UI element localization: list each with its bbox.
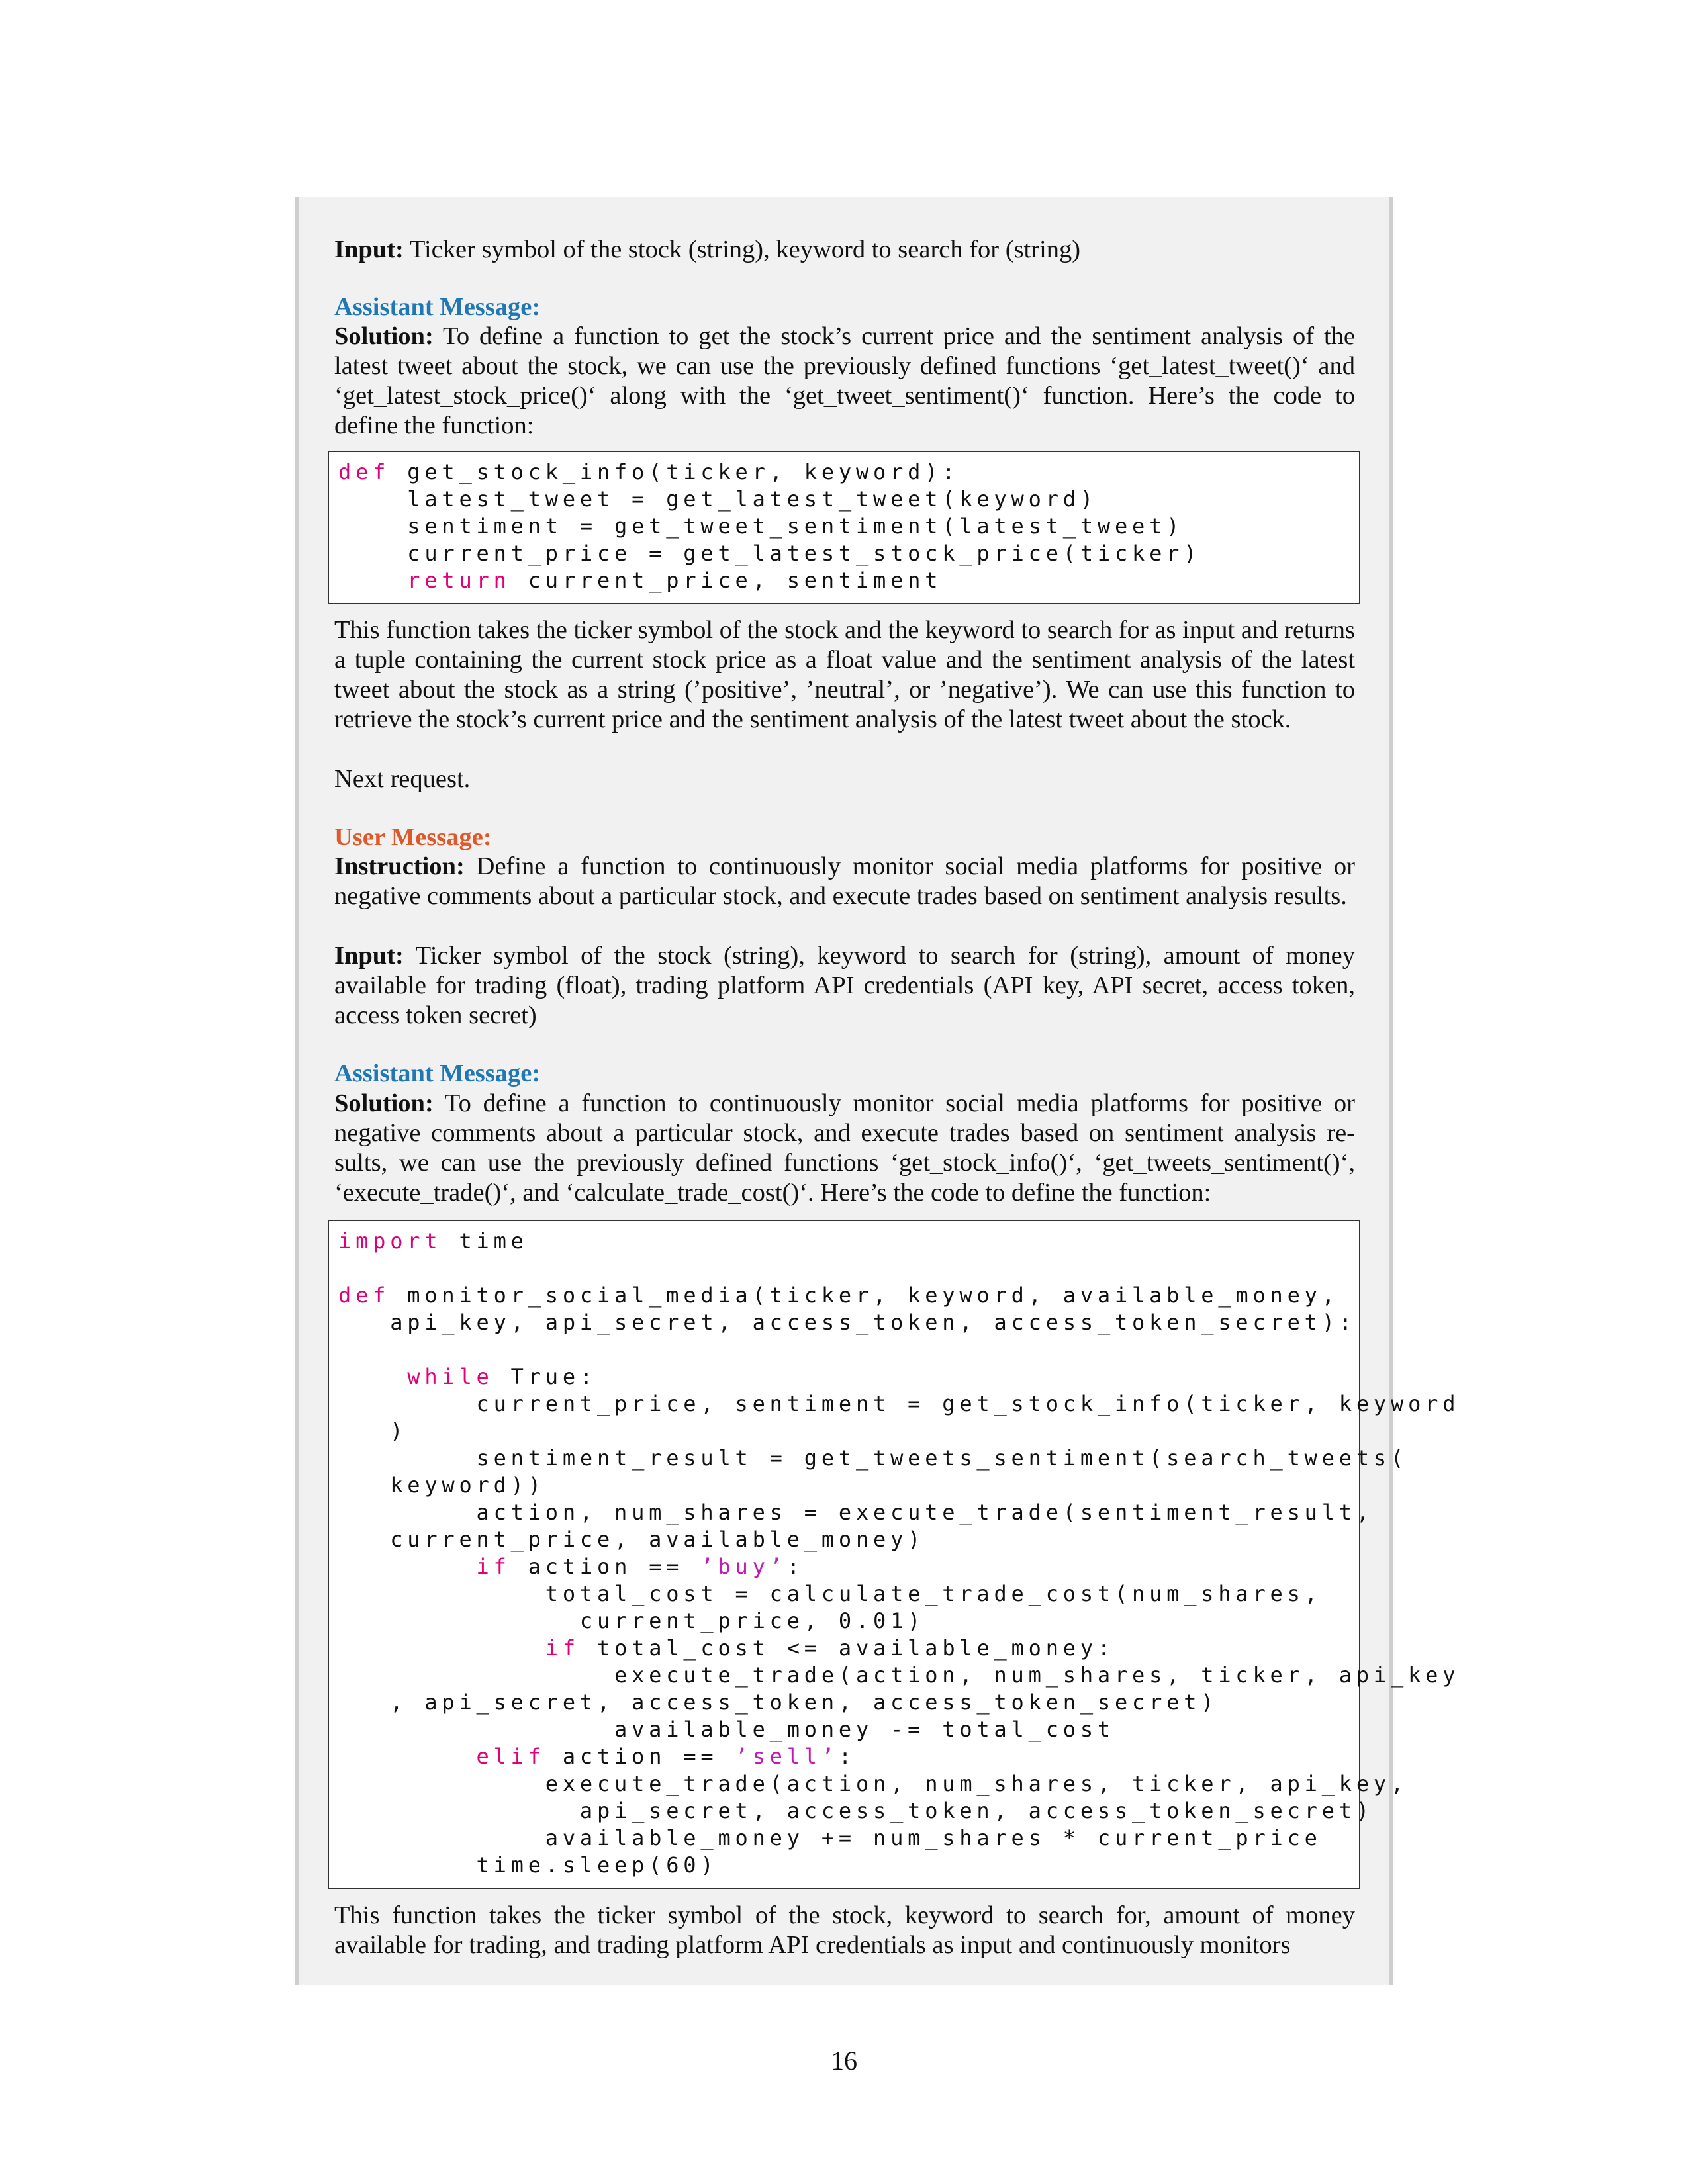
- code-line: ): [338, 1418, 408, 1443]
- input-text: Ticker symbol of the stock (string), keyword to search for (string): [409, 236, 1081, 263]
- code-line: sentiment = get_tweet_sentiment(latest_tweet): [338, 514, 1184, 539]
- code-line: execute_trade(action, num_shares, ticker, api_key,: [338, 1771, 1409, 1796]
- code-line: return current_price, sentiment: [407, 568, 943, 593]
- code-line: if total_cost <= available_money:: [545, 1635, 1115, 1661]
- function-description: This function takes the ticker symbol of the stock, keyword to search for, amount of money available for trading, and trading platform API credentials as input and continuously monitors: [334, 1901, 1355, 1959]
- code-line: current_price, available_money): [338, 1527, 925, 1552]
- solution-text: To define a function to continuously monitor social media platforms for positive or negative comments about a particular stock, and execute trades based on sentiment analysis re-sults, we can use the previously defined functions ‘get_stock_info()‘, ‘get_tweets_sentiment()‘, ‘execute_trade()‘, and ‘calculate_trade_cost()‘. Here’s the code to define the function:: [334, 1089, 1355, 1206]
- code-line: latest_tweet = get_latest_tweet(keyword): [338, 486, 1098, 512]
- input-line: [334, 235, 1355, 265]
- page-number: 16: [831, 2046, 857, 2075]
- code-line: def monitor_social_media(ticker, keyword, available_money,: [338, 1283, 1339, 1308]
- instruction-label: Instruction:: [334, 852, 465, 880]
- input-label: Input:: [334, 942, 404, 970]
- code-line: , api_secret, access_token, access_token_secret): [338, 1690, 1219, 1715]
- code-line: while True:: [407, 1364, 597, 1389]
- code-line: execute_trade(action, num_shares, ticker, api_key: [338, 1662, 1460, 1688]
- code-line: sentiment_result = get_tweets_sentiment(search_tweets(: [338, 1445, 1409, 1471]
- solution-label: Solution:: [334, 322, 434, 350]
- code-line-blank: [338, 1255, 1350, 1282]
- input-text: Ticker symbol of the stock (string), keyword to search for (string), amount of money available for trading (float), trading platform API credentials (API key, API secret, access token, access token secret): [334, 942, 1355, 1029]
- instruction-text: Define a function to continuously monitor social media platforms for positive or negative comments about a particular stock, and execute trades based on sentiment analysis results.: [334, 852, 1356, 910]
- input-paragraph: [334, 941, 1355, 1030]
- code-line: current_price = get_latest_stock_price(ticker): [338, 541, 1201, 566]
- solution-paragraph: [334, 1089, 1355, 1208]
- solution-label: Solution:: [334, 1089, 434, 1117]
- code-line: def get_stock_info(ticker, keyword):: [338, 459, 960, 484]
- code-line: available_money += num_shares * current_price: [338, 1825, 1322, 1850]
- code-block-get-stock-info: [328, 451, 1360, 604]
- code-line: elif action == ’sell’:: [476, 1744, 857, 1769]
- code-line: total_cost = calculate_trade_cost(num_shares,: [338, 1581, 1322, 1606]
- solution-text: To define a function to get the stock’s current price and the sentiment analysis of the latest tweet about the stock, we can use the previously defined functions ‘get_latest_tweet()‘ and ‘get_latest_stock_price()‘ along with the ‘get_tweet_sentiment()‘ function. Here’s the code to define the function:: [334, 322, 1355, 439]
- code-line: current_price, 0.01): [338, 1608, 925, 1633]
- code-line: action, num_shares = execute_trade(sentiment_result,: [338, 1500, 1374, 1525]
- next-request: Next request.: [334, 765, 471, 793]
- code-line: if action == ’buy’:: [476, 1554, 804, 1579]
- code-line-blank: [338, 1336, 1350, 1363]
- input-label: Input:: [334, 236, 404, 263]
- solution-paragraph: [334, 322, 1355, 441]
- code-line: import time: [338, 1228, 528, 1253]
- code-line: time.sleep(60): [338, 1852, 718, 1878]
- function-description: This function takes the ticker symbol of the stock and the keyword to search for as input and returns a tuple containing the current stock price as a float value and the sentiment analysis of the latest tweet about the stock as a string (’positive’, ’neutral’, or ’negative’). We can use this function to retrieve the stock’s current price and the sentiment analysis of the latest tweet about the stock.: [334, 616, 1355, 733]
- code-line: available_money -= total_cost: [338, 1717, 1115, 1742]
- code-line: current_price, sentiment = get_stock_info(ticker, keyword: [338, 1391, 1460, 1416]
- assistant-message-header: Assistant Message:: [334, 293, 541, 321]
- instruction-paragraph: [334, 852, 1355, 911]
- code-line: keyword)): [338, 1473, 545, 1498]
- code-line: api_secret, access_token, access_token_secret): [338, 1798, 1374, 1823]
- assistant-message-header: Assistant Message:: [334, 1060, 541, 1087]
- code-line: api_key, api_secret, access_token, access_token_secret):: [338, 1310, 1356, 1335]
- code-block-monitor-social-media: [328, 1220, 1460, 1889]
- user-message-header: User Message:: [334, 823, 492, 851]
